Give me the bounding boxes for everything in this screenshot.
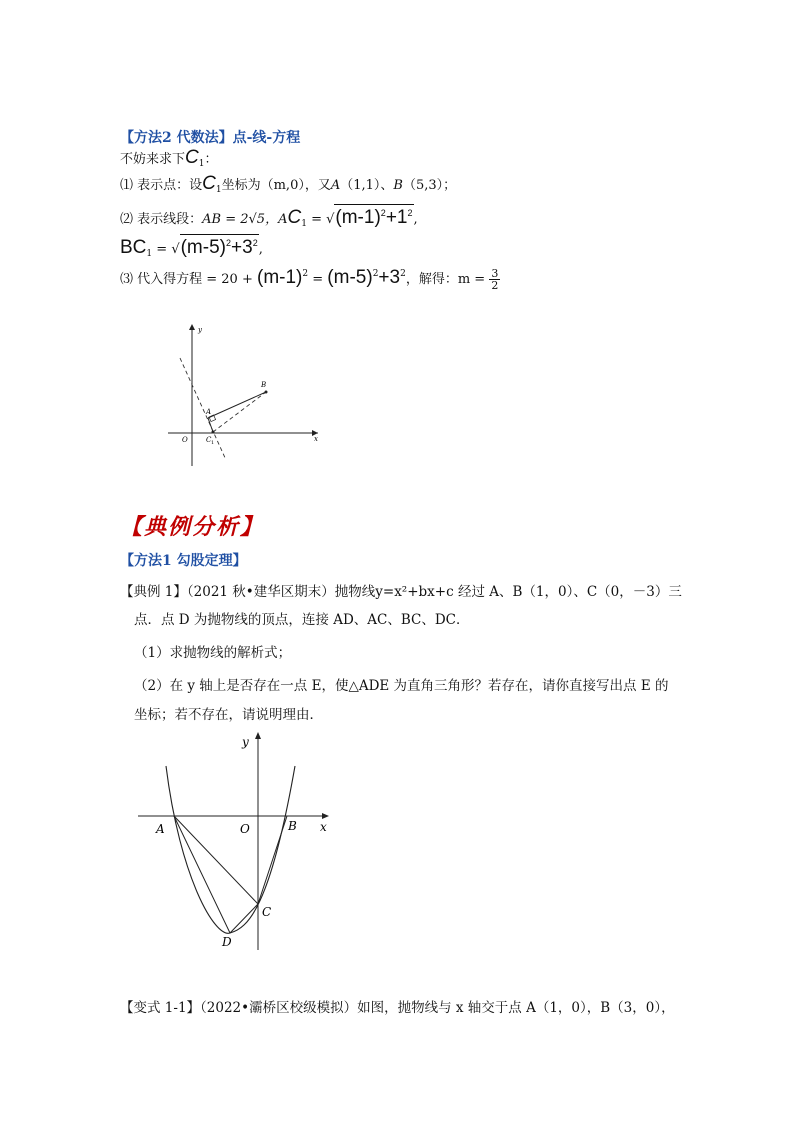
sqrt-bc — [180, 234, 259, 256]
bc-inner: (m-5) — [180, 237, 226, 258]
frac-den: 2 — [491, 279, 499, 292]
method2-step2: ⑵ 表示线段：AB = 2√5，$AC_1 = √(m-1)^2+1^2$, — [120, 204, 418, 232]
a-label: A — [156, 822, 165, 836]
sq: 2 — [380, 208, 386, 218]
segment-ad — [174, 816, 230, 933]
ac-plus: +1 — [385, 207, 408, 228]
y-arrow-icon — [255, 732, 261, 739]
y-arrow-icon — [189, 324, 195, 330]
sq: 2 — [400, 269, 406, 279]
point-b — [265, 391, 268, 394]
variant-line — [120, 998, 675, 1018]
c1-symbol: C — [202, 173, 216, 194]
c1-symbol: C — [185, 147, 199, 168]
method2-step1 — [120, 173, 457, 198]
ac-sub: 1 — [301, 219, 307, 229]
method2-intro — [120, 147, 218, 172]
coordinate-graph-1 — [160, 318, 330, 473]
sq: 2 — [407, 208, 413, 218]
ac-inner: (m-1) — [335, 207, 381, 228]
point-b-label: B — [393, 178, 403, 193]
step3-eq: = — [308, 272, 328, 287]
origin-label: O — [240, 822, 250, 836]
ac-eq: = — [306, 212, 327, 227]
origin-label: O — [182, 436, 188, 444]
example1-text: （2021 秋•建华区期末）抛物线y=x²+bx+c 经过 A、B（1，0）、C（0，－3）三 — [186, 584, 682, 600]
method1-title: 【方法1 勾股定理】 — [120, 553, 247, 569]
section-title: 【典例分析】 — [120, 514, 265, 540]
step3-m1: (m-1) — [257, 267, 303, 288]
step1-mid: 坐标为（m,0），又 — [221, 178, 331, 193]
variant-text: （2022•灞桥区校级模拟）如图，抛物线与 x 轴交于点 A（1，0），B（3，0）， — [200, 1000, 675, 1016]
step2-ab: AB = 2√5， — [202, 212, 279, 227]
bc-label: BC — [120, 237, 147, 258]
c-label: C — [262, 905, 272, 919]
x-label: x — [320, 820, 327, 834]
ac-a: A — [278, 212, 288, 227]
step3-post: ，解得：m = — [405, 272, 490, 287]
x-arrow-icon — [322, 813, 329, 819]
frac-num: 3 — [491, 267, 499, 280]
parabola-graph — [130, 728, 340, 958]
sqrt-sign: √ — [326, 212, 335, 227]
fraction-3-2 — [489, 268, 500, 291]
ac-c: C — [287, 207, 302, 228]
c1-sub-label: 1 — [211, 440, 215, 446]
step1-pre: ⑴ 表示点：设 — [120, 178, 203, 193]
step3-plus3: +3 — [378, 267, 401, 288]
sq: 2 — [372, 269, 379, 279]
step2-pre: ⑵ 表示线段： — [120, 212, 203, 227]
step1-b: （5,3）； — [402, 178, 457, 193]
method2-title: 【方法2 代数法】点-线-方程 — [120, 130, 301, 146]
step3-m5: (m-5) — [327, 267, 373, 288]
intro-text: 不妨来求下 — [120, 152, 186, 167]
c1-label: C — [206, 436, 212, 444]
method2-bc: $BC_1 = √(m-5)^2+3^2$, — [120, 234, 263, 262]
step1-a: （1,1）、 — [340, 178, 394, 193]
method2-step3 — [120, 266, 500, 291]
example1-q1: （1）求抛物线的解析式； — [134, 645, 292, 661]
point-a-label: A — [330, 178, 341, 193]
sq: 2 — [226, 238, 232, 248]
point-c1 — [212, 431, 215, 434]
c1-sub: 1 — [198, 159, 205, 169]
example1-tag: 【典例 1】 — [120, 584, 187, 600]
b-label: B — [261, 381, 267, 389]
sq: 2 — [252, 238, 258, 248]
sq: 2 — [302, 269, 309, 279]
example1-q2a: （2）在 y 轴上是否存在一点 E，使△ADE 为直角三角形？若存在，请你直接写出点 E 的 — [134, 678, 669, 694]
example1-q2b: 坐标；若不存在，请说明理由． — [134, 707, 323, 723]
bc-eq: = — [152, 242, 172, 257]
example1-line2: 点．点 D 为抛物线的顶点，连接 AD、AC、BC、DC． — [134, 612, 470, 628]
sqrt-sign: √ — [171, 242, 180, 257]
variant-tag: 【变式 1-1】 — [120, 1000, 201, 1016]
segment-dc — [230, 904, 258, 933]
x-label: x — [314, 435, 318, 443]
perpendicular-dashed-line — [180, 358, 226, 460]
d-label: D — [222, 935, 232, 949]
bc-plus: +3 — [231, 237, 253, 258]
y-label: y — [242, 735, 249, 749]
y-label: y — [198, 326, 202, 334]
segment-bc — [258, 816, 287, 904]
example1-line1 — [120, 582, 682, 602]
a-label: A — [206, 408, 212, 416]
sqrt-ac — [334, 204, 413, 226]
step3-pre: ⑶ 代入得方程 = 20 + — [120, 272, 257, 287]
b-label: B — [288, 819, 297, 833]
c1-sub: 1 — [215, 185, 222, 195]
intro-colon: ： — [204, 152, 218, 167]
bc-sub: 1 — [146, 249, 153, 259]
